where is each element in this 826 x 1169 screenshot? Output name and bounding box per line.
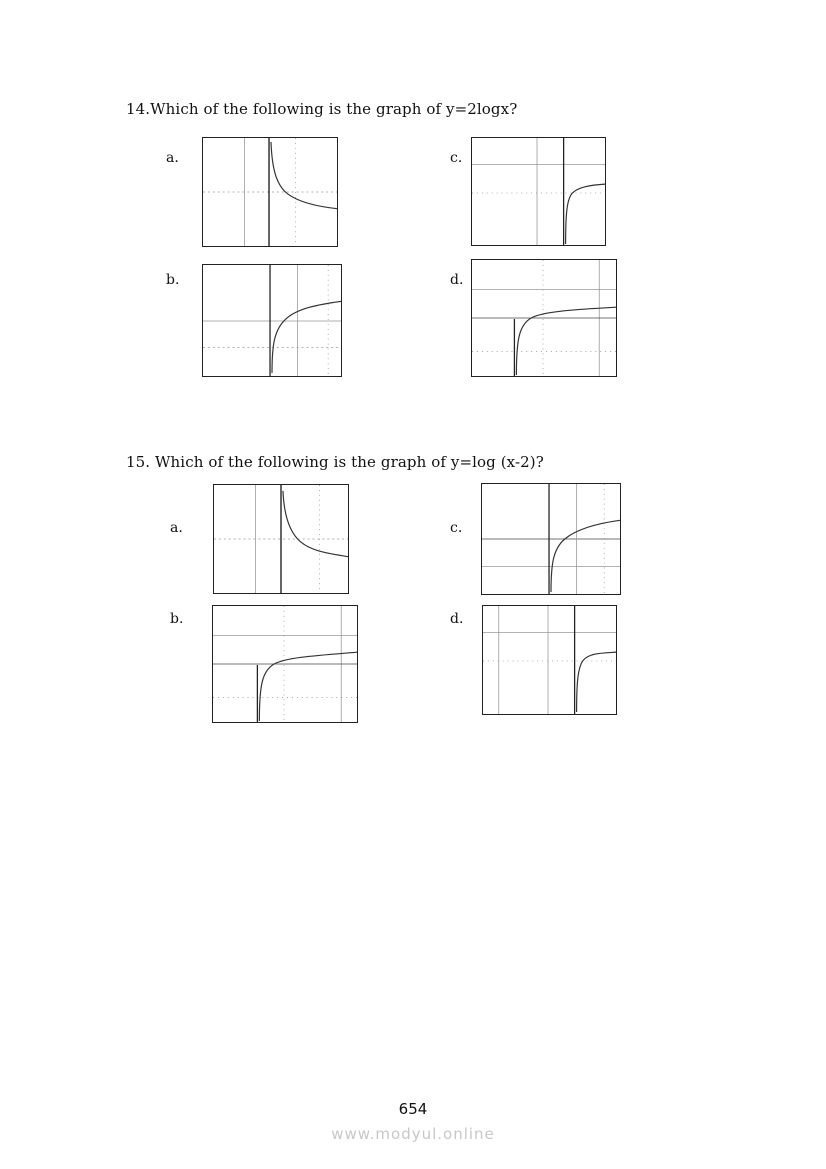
q15-option-d-graph[interactable]	[482, 605, 617, 715]
q14-option-a-label[interactable]: a.	[166, 150, 179, 166]
q14-option-b-label[interactable]: b.	[166, 272, 180, 288]
question-14-number: 14.	[126, 100, 151, 118]
q14-option-d-graph[interactable]	[471, 259, 617, 377]
q15-option-a-graph[interactable]	[213, 484, 349, 594]
q15-option-d-label[interactable]: d.	[450, 611, 464, 627]
q15-option-c-label[interactable]: c.	[450, 520, 463, 536]
question-15-number: 15.	[126, 453, 151, 471]
page-number: 654	[398, 1100, 428, 1118]
watermark: www.modyul.online	[331, 1125, 495, 1143]
q15-option-b-graph[interactable]	[212, 605, 358, 723]
q15-option-c-graph[interactable]	[481, 483, 621, 595]
question-15-text: Which of the following is the graph of y=log (x-2)?	[155, 453, 544, 471]
q14-option-a-graph[interactable]	[202, 137, 338, 247]
question-14-text: Which of the following is the graph of y=2logx?	[150, 100, 518, 118]
q14-option-d-label[interactable]: d.	[450, 272, 464, 288]
q14-option-c-label[interactable]: c.	[450, 150, 463, 166]
question-14	[126, 100, 517, 118]
q14-option-b-graph[interactable]	[202, 264, 342, 377]
q14-option-c-graph[interactable]	[471, 137, 606, 246]
q15-option-b-label[interactable]: b.	[170, 611, 184, 627]
question-15	[126, 453, 544, 471]
q15-option-a-label[interactable]: a.	[170, 520, 183, 536]
